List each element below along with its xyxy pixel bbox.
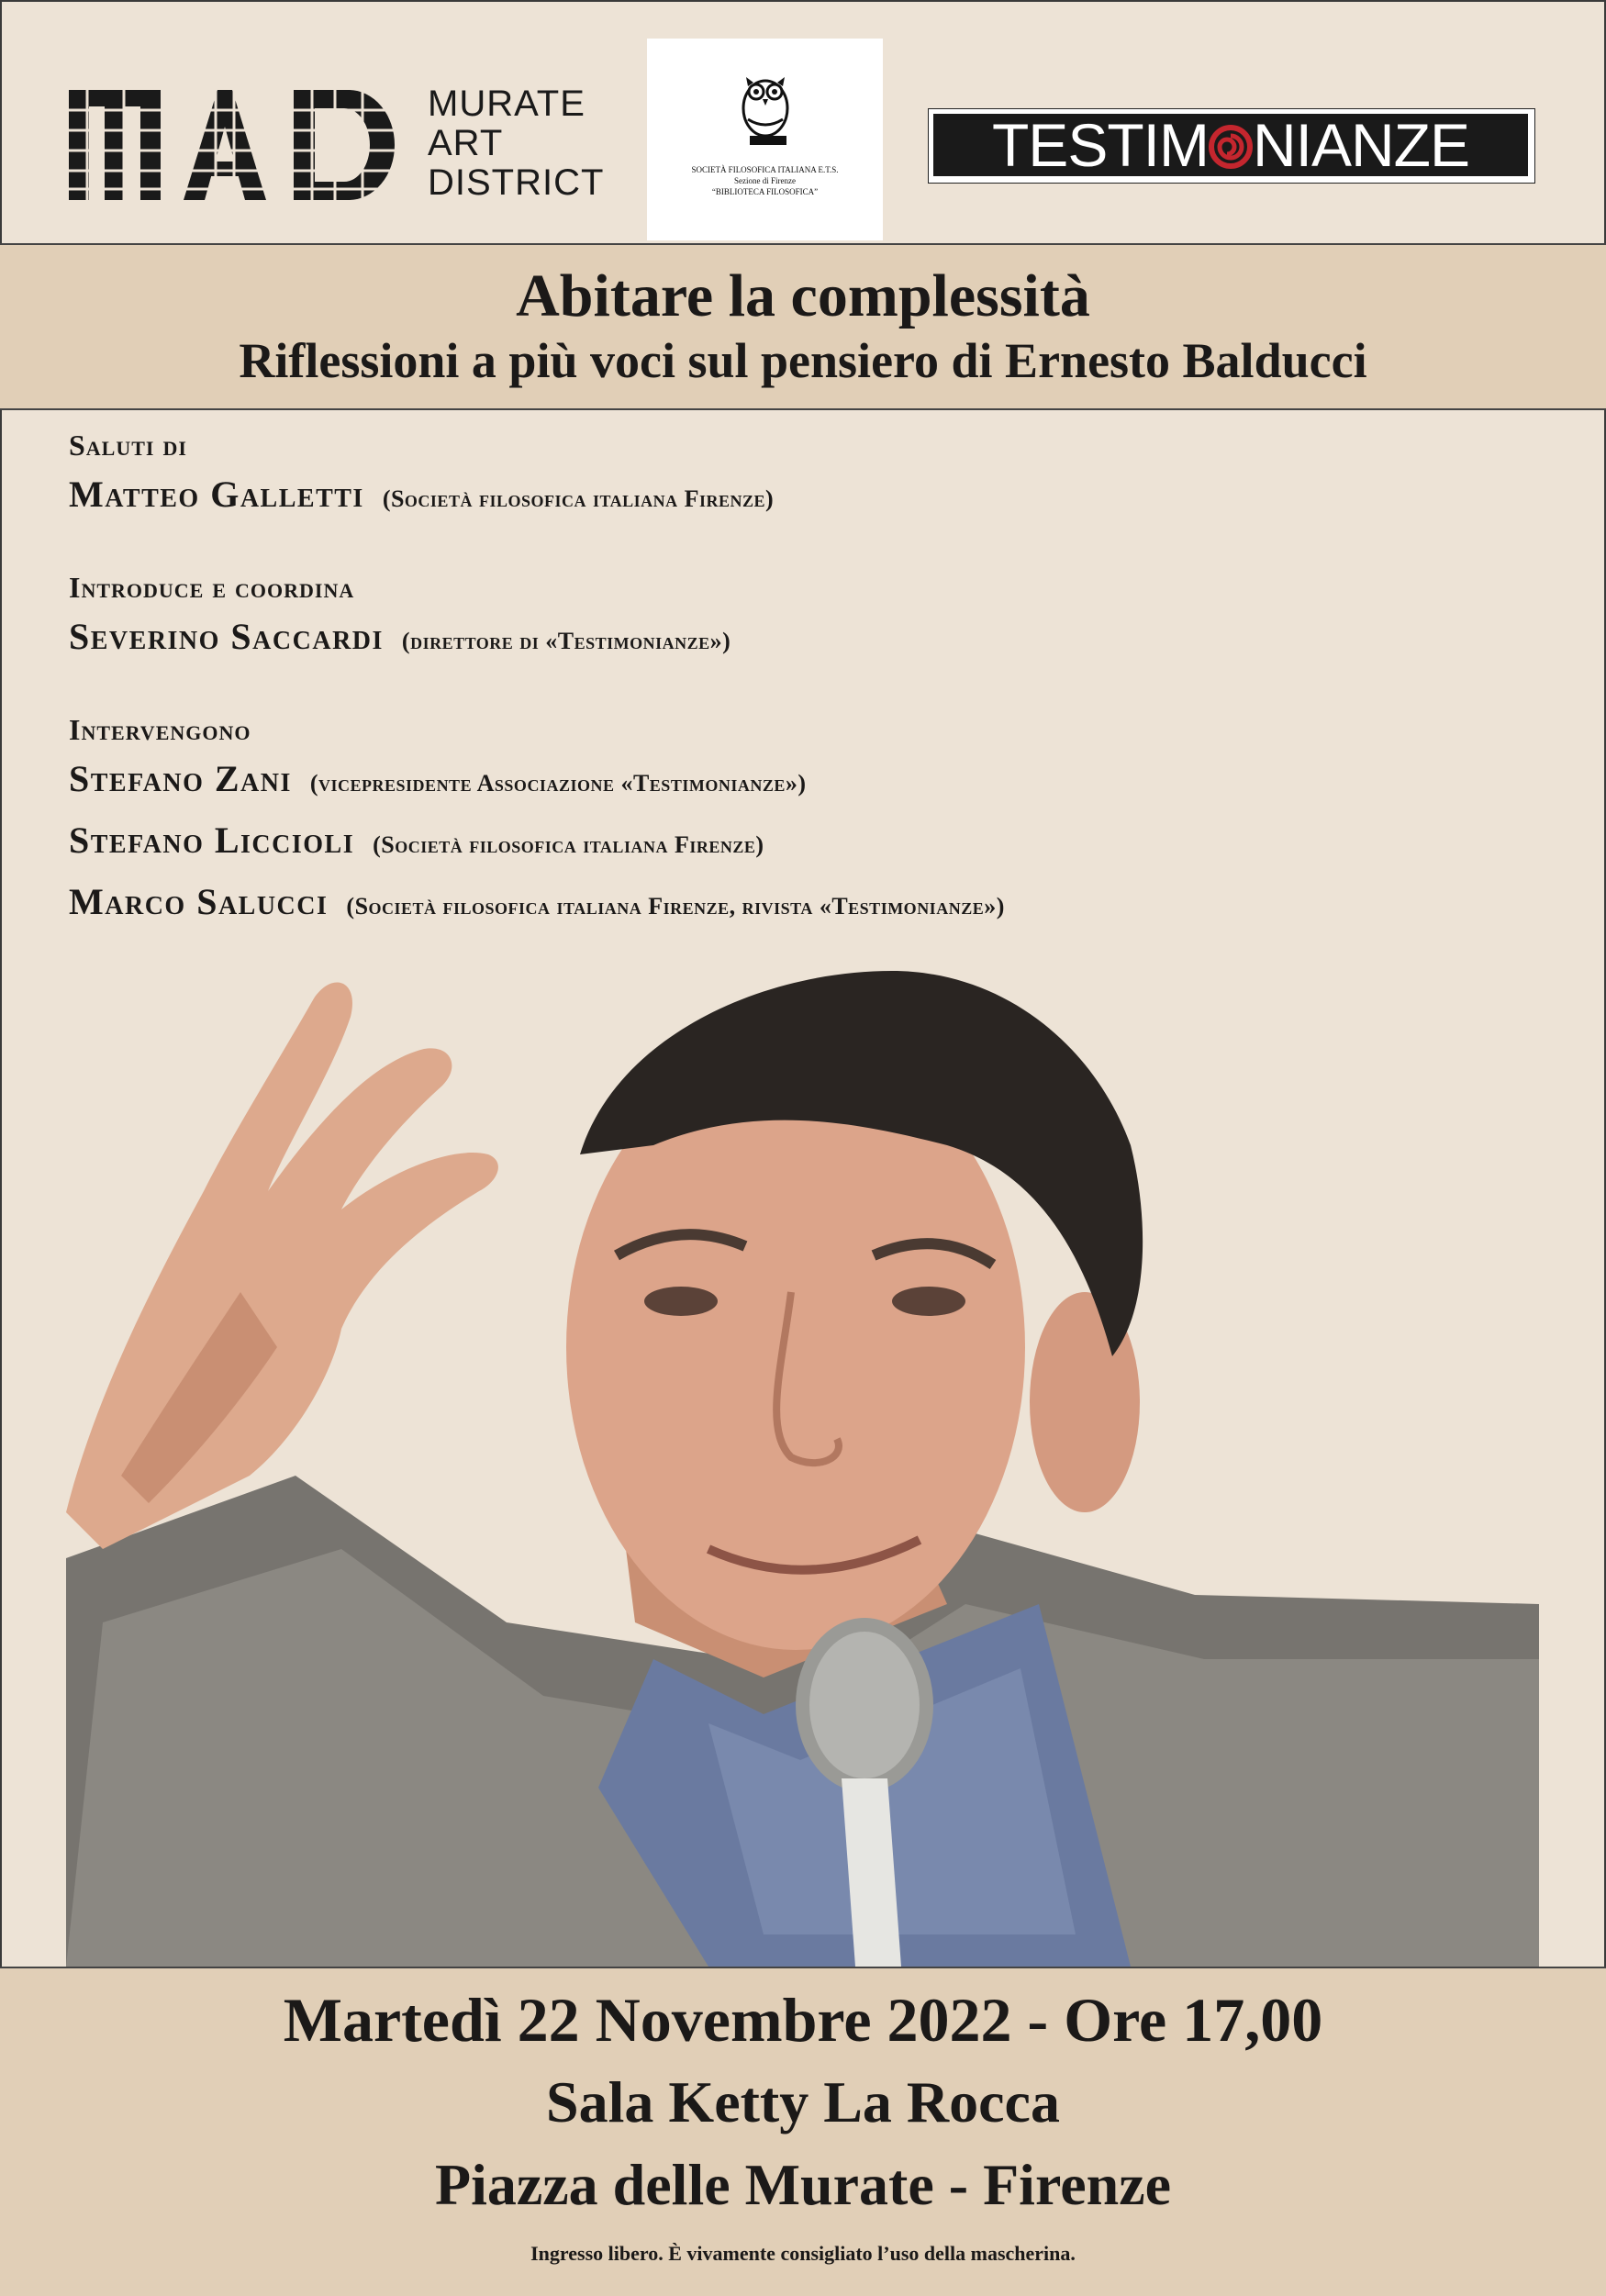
event-datetime: Martedì 22 Novembre 2022 - Ore 17,00 [283,1985,1323,2055]
event-title: Abitare la complessità [516,262,1090,329]
testimonianze-logo [928,108,1535,184]
event-venue: Sala Ketty La Rocca [546,2069,1060,2134]
speaker-affiliation: (vicepresidente Associazione «Testimonianze») [309,770,807,797]
event-address: Piazza delle Murate - Firenze [434,2152,1172,2217]
panel-group [69,708,1556,935]
greetings-group [69,424,1556,528]
mad-logo [69,90,399,200]
mad-line-2: ART [428,123,504,163]
sfi-logo [647,39,883,240]
speaker-row [69,812,1556,874]
speaker-name: Marco Salucci [69,881,329,922]
speaker-row [69,608,1556,670]
greetings-heading: Saluti di [69,429,187,462]
moderator-heading: Introduce e coordina [69,571,355,604]
testimonianze-logo-part-2: NIANZE [1252,111,1470,179]
speaker-name: Severino Saccardi [69,616,384,657]
sfi-line-2: Sezione di Firenze [734,176,796,185]
speaker-row [69,874,1556,935]
mad-line-1: MURATE [428,84,586,124]
event-subtitle: Riflessioni a più voci sul pensiero di Ernesto Balducci [239,333,1367,388]
event-info-band [0,1967,1606,2296]
moderator-group [69,566,1556,670]
spiral-icon [1209,125,1253,169]
speaker-name: Matteo Galletti [69,474,364,515]
panel-heading: Intervengono [69,713,251,746]
speaker-row [69,466,1556,528]
sfi-line-1: SOCIETÀ FILOSOFICA ITALIANA E.T.S. [691,165,839,174]
title-band [0,245,1606,410]
owl-icon [735,64,796,149]
portrait-photo [66,962,1539,1967]
logo-bar [0,0,1606,245]
speaker-affiliation: (Società filosofica italiana Firenze, rivista «Testimonianze») [346,893,1005,920]
entry-note: Ingresso libero. È vivamente consigliato l’uso della mascherina. [530,2242,1076,2265]
mad-logo-text [428,84,604,203]
speaker-name: Stefano Liccioli [69,819,355,861]
program [69,424,1556,974]
speaker-affiliation: (Società filosofica italiana Firenze) [373,831,764,858]
sfi-line-3: “BIBLIOTECA FILOSOFICA” [711,187,819,196]
testimonianze-logo-part-1: TESTIM [991,111,1209,179]
speaker-name: Stefano Zani [69,758,292,799]
speaker-affiliation: (Società filosofica italiana Firenze) [382,485,775,512]
mad-line-3: DISTRICT [428,162,605,203]
speaker-row [69,751,1556,812]
speaker-affiliation: (direttore di «Testimonianze») [401,628,731,654]
